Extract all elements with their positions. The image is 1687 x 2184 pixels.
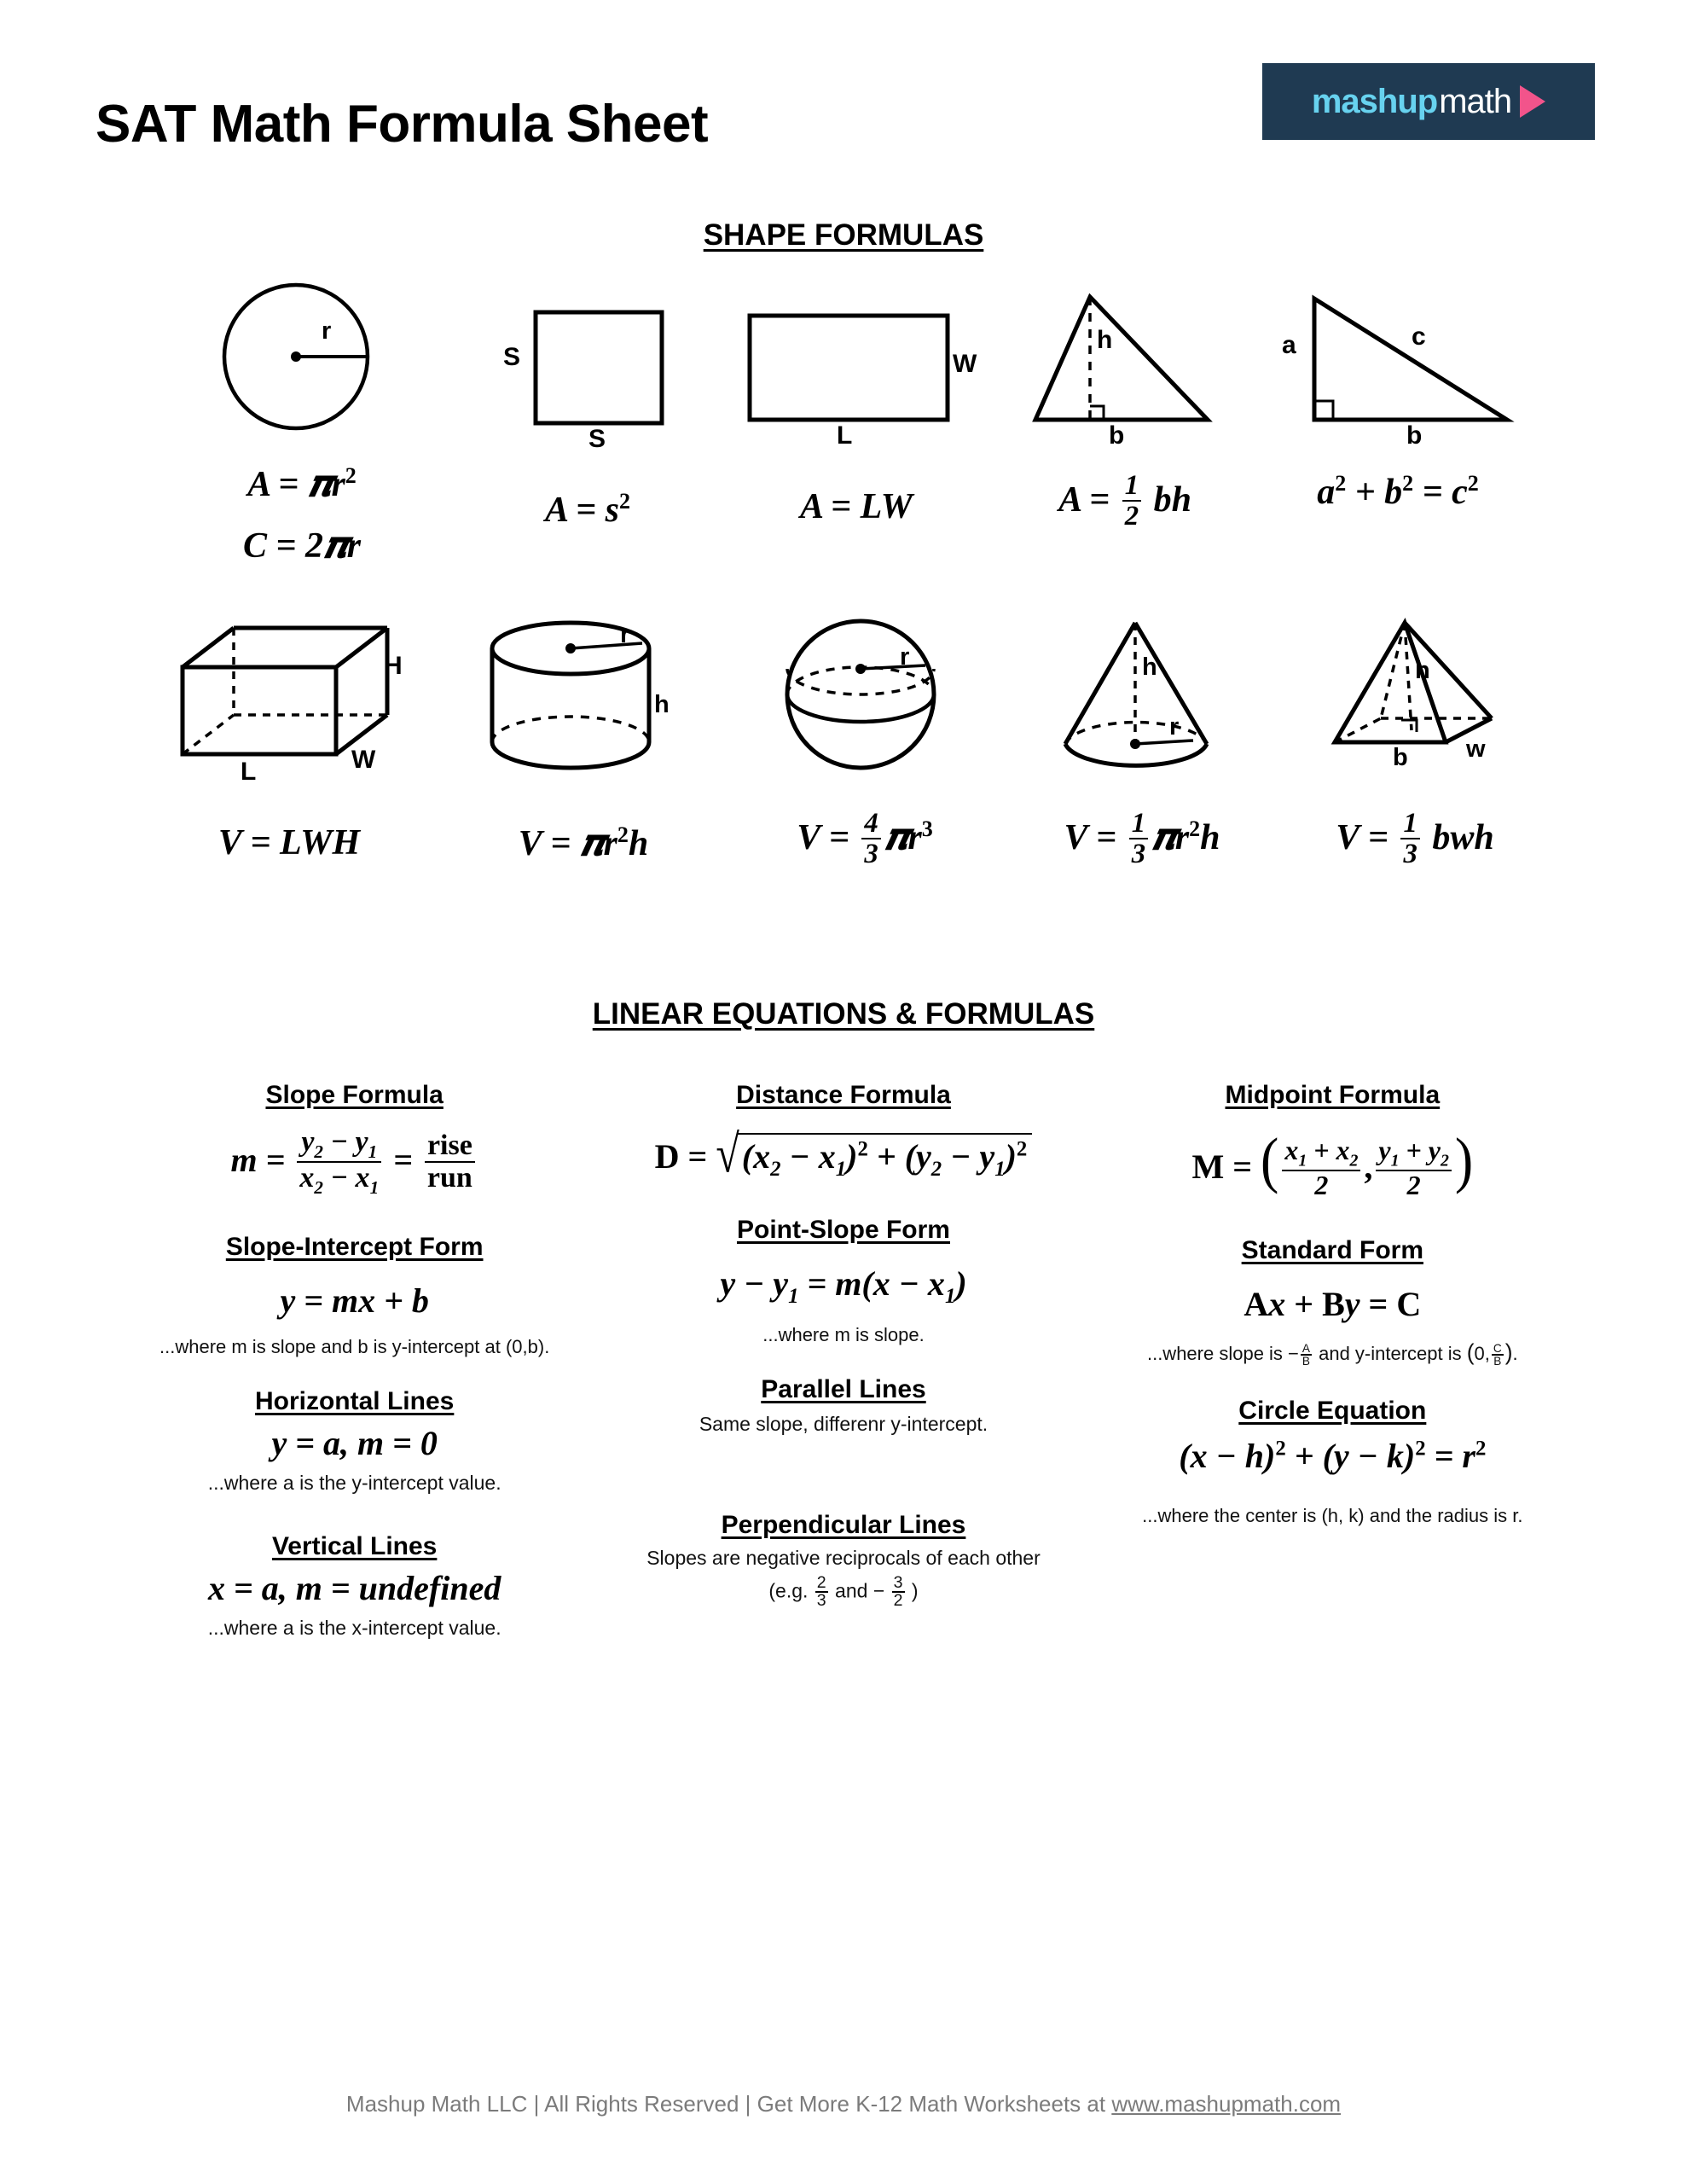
rectangle-label-width: W	[953, 350, 977, 378]
cone-label-radius: r	[1169, 713, 1180, 741]
shape-formulas-heading: SHAPE FORMULAS	[703, 218, 984, 252]
standard-form-title: Standard Form	[1241, 1236, 1423, 1264]
slope-formula-title: Slope Formula	[265, 1080, 443, 1109]
midpoint-formula-title: Midpoint Formula	[1225, 1080, 1441, 1109]
shape-cell-square	[460, 282, 716, 531]
horizontal-lines-equation: y = a, m = 0	[271, 1423, 438, 1462]
right-triangle-figure	[1278, 287, 1517, 450]
right-triangle-label-a: a	[1282, 331, 1296, 359]
right-triangle-label-c: c	[1412, 322, 1426, 351]
shape-cell-right-triangle	[1253, 282, 1543, 513]
circle-area-formula: A = 𝝅r$^2$	[247, 463, 357, 504]
shape-cell-rectangle	[716, 282, 997, 527]
cone-volume-formula: V = $\frac{1}{3}$ 𝝅r$^2$h	[1064, 808, 1220, 870]
shape-cell-pyramid	[1278, 616, 1551, 871]
distance-formula-equation: $D = √(x_2 - x_1)^2 + (y_2 - y_1)^2$	[607, 1129, 1079, 1182]
triangle-label-base: b	[1109, 421, 1125, 450]
linear-column-3	[1088, 1057, 1577, 1640]
shape-row-2d	[0, 282, 1687, 566]
shape-cell-rectangular-prism	[136, 616, 443, 863]
circle-equation-equation: $(x - h)^2 + (y - k)^2 = r^2$	[1179, 1436, 1487, 1475]
right-triangle-label-b: b	[1406, 421, 1423, 450]
page-footer	[0, 2091, 1687, 2117]
vertical-lines-note: ...where a is the x-intercept value.	[207, 1616, 501, 1639]
prism-label-length: L	[241, 758, 257, 786]
parallel-lines-note: Same slope, differenr y-intercept.	[699, 1412, 988, 1435]
cone-figure	[1040, 616, 1244, 787]
pythagorean-theorem-formula: $a^2 + b^2 = c^2$	[1317, 471, 1479, 512]
triangle-area-formula: A = $\frac{1}{2}$ bh	[1058, 470, 1191, 532]
footer-link[interactable]: www.mashupmath.com	[1111, 2091, 1342, 2117]
circle-equation-title: Circle Equation	[1238, 1396, 1427, 1425]
linear-equations-grid	[110, 1057, 1577, 1640]
footer-text: Mashup Math LLC | All Rights Reserved | Get More K-12 Math Worksheets at	[345, 2091, 1112, 2117]
play-triangle-icon	[1520, 85, 1545, 118]
linear-column-1	[110, 1057, 599, 1640]
square-figure	[498, 300, 677, 453]
logo-text-mashup: mashup	[1311, 82, 1438, 120]
slope-intercept-form-equation: y = mx + b	[280, 1281, 429, 1320]
page-title: SAT Math Formula Sheet	[96, 95, 709, 154]
page-header	[0, 0, 1687, 171]
horizontal-lines-title: Horizontal Lines	[254, 1386, 455, 1415]
triangle-figure	[1027, 285, 1223, 450]
perpendicular-lines-example: (e.g. $\frac{2}{3}$ and − $\frac{3}{2}$ )	[768, 1572, 919, 1611]
vertical-lines-title: Vertical Lines	[271, 1531, 438, 1560]
circle-equation-note: ...where the center is (h, k) and the radius is r.	[1142, 1504, 1523, 1526]
square-label-side-bottom: S	[588, 425, 606, 453]
circle-label-r: r	[322, 317, 332, 345]
point-slope-form-equation: $y - y_1 = m(x - x_1)$	[720, 1263, 967, 1308]
pyramid-figure	[1313, 616, 1517, 787]
shape-cell-cone	[1006, 616, 1278, 871]
point-slope-form-note: ...where m is slope.	[762, 1323, 925, 1345]
distance-formula-title: Distance Formula	[736, 1080, 951, 1109]
circle-figure	[221, 282, 383, 439]
rectangle-figure	[741, 305, 977, 450]
standard-form-note: ...where slope is − $\frac{A}{B}$ and y-intercept is (0, $\frac{C}{B}$ ).	[1146, 1339, 1518, 1368]
sphere-figure	[758, 616, 971, 787]
triangle-label-height: h	[1097, 326, 1113, 354]
prism-label-width: W	[351, 746, 376, 774]
cone-label-height: h	[1142, 653, 1157, 681]
slope-intercept-form-title: Slope-Intercept Form	[225, 1232, 484, 1261]
slope-intercept-form-note: ...where m is slope and b is y-intercept at (0,b).	[159, 1335, 550, 1357]
perpendicular-lines-title: Perpendicular Lines	[721, 1510, 966, 1539]
horizontal-lines-note: ...where a is the y-intercept value.	[207, 1471, 501, 1494]
circle-circumference-formula: C = 2𝝅r	[243, 526, 361, 566]
square-area-formula: $A = s^2$	[545, 489, 630, 530]
sphere-label-radius: r	[900, 643, 910, 671]
prism-volume-formula: V = LWH	[217, 823, 361, 863]
midpoint-formula-equation: M = ( $\frac{x_1 + x_2}{2}$ , $\frac{y_1 + y_2}{2}$ )	[1191, 1124, 1474, 1201]
cylinder-label-radius: r	[620, 621, 630, 648]
perpendicular-lines-note: Slopes are negative reciprocals of each other	[646, 1546, 1041, 1569]
linear-equations-heading: LINEAR EQUATIONS & FORMULAS	[592, 996, 1095, 1031]
cylinder-figure	[477, 616, 690, 787]
shape-cell-sphere	[724, 616, 1006, 871]
pyramid-label-height: h	[1415, 657, 1430, 684]
cylinder-label-height: h	[654, 691, 670, 718]
shape-cell-circle	[144, 282, 460, 566]
logo-text-math: math	[1439, 82, 1512, 120]
cylinder-volume-formula: V = 𝝅r$^2$h	[518, 822, 649, 863]
pyramid-label-base: b	[1393, 744, 1408, 771]
pyramid-label-width: w	[1466, 735, 1486, 763]
prism-label-height: H	[384, 652, 403, 680]
point-slope-form-title: Point-Slope Form	[736, 1215, 950, 1244]
shape-cell-cylinder	[443, 616, 724, 864]
vertical-lines-equation: x = a, m = undefined	[207, 1568, 501, 1607]
rectangular-prism-figure	[165, 616, 413, 787]
standard-form-equation: Ax + By = C	[1244, 1285, 1422, 1323]
linear-column-2	[599, 1057, 1087, 1640]
shape-row-3d	[0, 616, 1687, 871]
rectangle-label-length: L	[837, 421, 853, 450]
shape-cell-triangle	[997, 282, 1253, 533]
square-label-side-left: S	[503, 343, 521, 371]
sphere-volume-formula: V = $\frac{4}{3}$ 𝝅r$^3$	[797, 808, 933, 870]
rectangle-area-formula: A = LW	[799, 487, 913, 526]
parallel-lines-title: Parallel Lines	[761, 1374, 926, 1403]
mashup-math-logo	[1262, 63, 1595, 140]
slope-formula-equation: m = $\frac{y_2 - y_1}{x_2 - x_1}$ = $\frac{\text{rise}}{\text{run}}$	[119, 1129, 590, 1199]
pyramid-volume-formula: V = $\frac{1}{3}$ bwh	[1336, 808, 1494, 870]
